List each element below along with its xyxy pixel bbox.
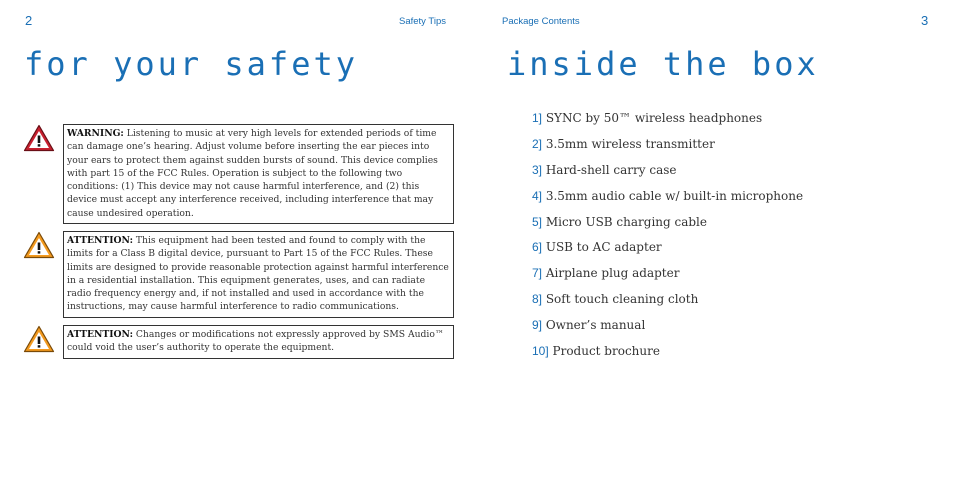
attention-text: Changes or modifications not expressly approved by SMS Audio™ could void the user’s authority to operate the equipment. [67,329,445,354]
attention-notice-box [63,231,454,318]
item-number: 7] [532,266,543,281]
warning-triangle-orange-icon [23,325,55,353]
item-text: Micro USB charging cable [542,214,707,229]
item-text: 3.5mm wireless transmitter [542,136,715,151]
item-number: 3] [532,162,543,177]
right-running-header: Package Contents [502,16,580,27]
item-number: 6] [532,240,543,255]
list-item [532,160,803,186]
item-number: 4] [532,188,543,203]
item-text: Soft touch cleaning cloth [542,292,699,307]
warning-triangle-red-icon [23,124,55,152]
item-number: 5] [532,214,543,229]
item-number: 1] [532,111,543,125]
list-item [532,341,803,367]
list-item [532,237,803,263]
item-text: Hard-shell carry case [542,162,677,177]
warning-text: Listening to music at very high levels for extended periods of time can damage one’s hearing. Adjust volume before inserting the ear pieces into your ears to protect them against sudden bursts of sound. This device complies with part 15 of the FCC Rules. Operation is subject to the following two conditions: (1) This device may not cause harmful interference, and (2) this device must accept any interference received, including interference that may cause undesired operation. [67,128,438,219]
list-item [532,186,803,212]
package-contents-list [532,108,803,367]
item-text: Airplane plug adapter [542,266,680,281]
item-number: 10] [532,344,549,359]
list-item [532,289,803,315]
item-text: Product brochure [548,344,660,359]
item-text: Owner’s manual [542,318,646,333]
list-item [532,315,803,341]
warning-notice-box [63,124,454,224]
attention-text: This equipment had been tested and found to comply with the limits for a Class B digital device, pursuant to Part 15 of the FCC Rules. These limits are designed to provide reasonable protection against harmful interference in a residential installation. This equipment generates, uses, and can radiate radio frequency energy and, if not installed and used in accordance with the instructions, may cause harmful interference to radio communications. [67,235,449,313]
left-page-title: for your safety [24,45,358,83]
item-number: 2] [532,136,543,151]
list-item [532,108,803,134]
list-item [532,212,803,238]
attention-label: ATTENTION: [67,329,133,340]
list-item [532,263,803,289]
warning-label: WARNING: [67,128,124,139]
warning-triangle-orange-icon [23,231,55,259]
item-number: 9] [532,318,543,333]
item-text: 3.5mm audio cable w/ built-in microphone [542,188,804,203]
left-running-header: Safety Tips [399,16,446,27]
left-page-number: 2 [25,13,33,28]
item-number: 8] [532,292,543,307]
right-page-title: inside the box [507,45,819,83]
list-item [532,134,803,160]
attention-label: ATTENTION: [67,235,133,246]
attention-notice-box [63,325,454,359]
right-page-number: 3 [921,13,929,28]
item-text: SYNC by 50™ wireless headphones [542,111,763,125]
item-text: USB to AC adapter [542,240,662,255]
